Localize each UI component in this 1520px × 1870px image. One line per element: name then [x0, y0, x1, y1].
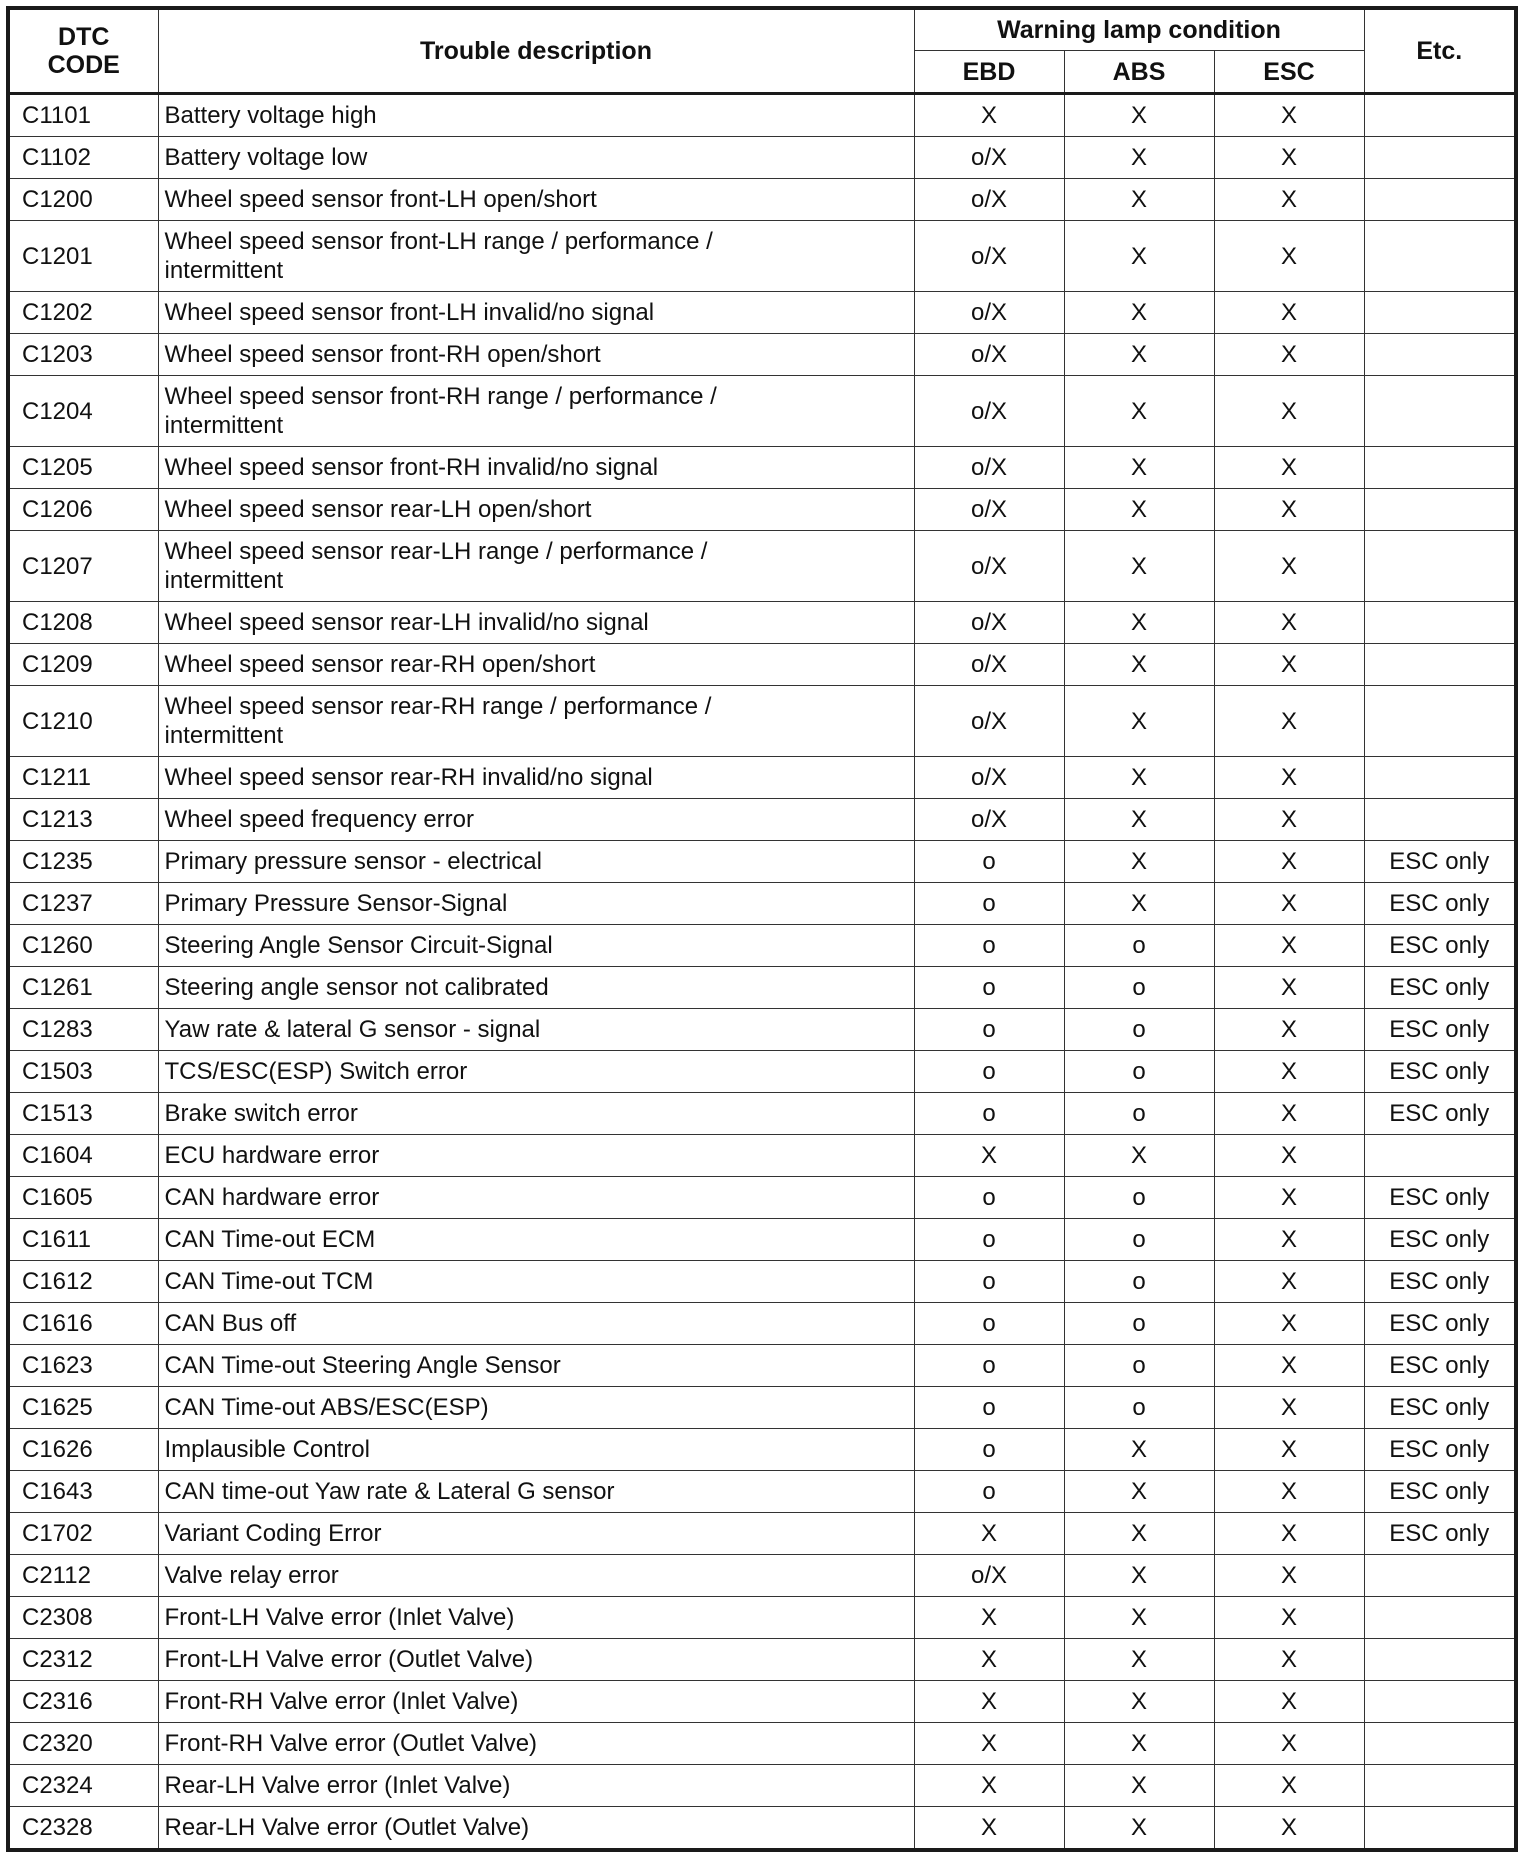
table-row [8, 1597, 1516, 1639]
ebd-lamp-cell: o/X [914, 644, 1064, 686]
dtc-table [6, 6, 1518, 1852]
dtc-code-cell: C1503 [8, 1051, 158, 1093]
trouble-description-cell: Rear-LH Valve error (Inlet Valve) [158, 1765, 914, 1807]
etc-cell: ESC only [1364, 883, 1516, 925]
abs-lamp-cell: X [1064, 376, 1214, 447]
abs-lamp-cell: X [1064, 94, 1214, 137]
abs-lamp-cell: X [1064, 1597, 1214, 1639]
etc-cell: ESC only [1364, 1471, 1516, 1513]
ebd-lamp-cell: o/X [914, 799, 1064, 841]
dtc-code-cell: C1203 [8, 334, 158, 376]
table-row [8, 1093, 1516, 1135]
abs-lamp-cell: X [1064, 489, 1214, 531]
esc-lamp-cell: X [1214, 1177, 1364, 1219]
abs-lamp-cell: o [1064, 1387, 1214, 1429]
ebd-lamp-cell: o [914, 1009, 1064, 1051]
trouble-description-cell: Wheel speed sensor front-RH invalid/no signal [158, 447, 914, 489]
ebd-lamp-cell: o [914, 841, 1064, 883]
abs-lamp-cell: X [1064, 1765, 1214, 1807]
etc-cell [1364, 1639, 1516, 1681]
dtc-code-cell: C1211 [8, 757, 158, 799]
header-ebd: EBD [914, 51, 1064, 94]
trouble-description-cell: Valve relay error [158, 1555, 914, 1597]
abs-lamp-cell: o [1064, 967, 1214, 1009]
ebd-lamp-cell: o [914, 1471, 1064, 1513]
esc-lamp-cell: X [1214, 841, 1364, 883]
abs-lamp-cell: o [1064, 1303, 1214, 1345]
abs-lamp-cell: X [1064, 1681, 1214, 1723]
etc-cell [1364, 531, 1516, 602]
esc-lamp-cell: X [1214, 1429, 1364, 1471]
trouble-description-cell: Wheel speed sensor rear-LH range / performance / intermittent [158, 531, 914, 602]
table-row [8, 1051, 1516, 1093]
table-row [8, 1555, 1516, 1597]
ebd-lamp-cell: o/X [914, 757, 1064, 799]
trouble-description-cell: CAN Bus off [158, 1303, 914, 1345]
table-row [8, 1219, 1516, 1261]
trouble-description-cell: Wheel speed sensor front-RH range / performance / intermittent [158, 376, 914, 447]
table-header [8, 8, 1516, 94]
etc-cell [1364, 1765, 1516, 1807]
header-dtc-code: DTC CODE [8, 8, 158, 94]
trouble-description-cell: CAN Time-out Steering Angle Sensor [158, 1345, 914, 1387]
esc-lamp-cell: X [1214, 531, 1364, 602]
trouble-description-cell: Front-RH Valve error (Inlet Valve) [158, 1681, 914, 1723]
dtc-code-cell: C2312 [8, 1639, 158, 1681]
ebd-lamp-cell: o/X [914, 1555, 1064, 1597]
trouble-description-cell: Front-RH Valve error (Outlet Valve) [158, 1723, 914, 1765]
abs-lamp-cell: X [1064, 1135, 1214, 1177]
abs-lamp-cell: o [1064, 1345, 1214, 1387]
etc-cell [1364, 179, 1516, 221]
etc-cell [1364, 94, 1516, 137]
dtc-code-cell: C1625 [8, 1387, 158, 1429]
ebd-lamp-cell: o/X [914, 292, 1064, 334]
abs-lamp-cell: X [1064, 1429, 1214, 1471]
esc-lamp-cell: X [1214, 1723, 1364, 1765]
trouble-description-cell: Wheel speed sensor front-LH open/short [158, 179, 914, 221]
abs-lamp-cell: X [1064, 799, 1214, 841]
etc-cell: ESC only [1364, 841, 1516, 883]
dtc-code-cell: C1260 [8, 925, 158, 967]
header-abs: ABS [1064, 51, 1214, 94]
trouble-description-cell: TCS/ESC(ESP) Switch error [158, 1051, 914, 1093]
dtc-code-cell: C1213 [8, 799, 158, 841]
etc-cell: ESC only [1364, 1345, 1516, 1387]
etc-cell: ESC only [1364, 1093, 1516, 1135]
dtc-code-cell: C1204 [8, 376, 158, 447]
dtc-code-cell: C1283 [8, 1009, 158, 1051]
etc-cell: ESC only [1364, 1303, 1516, 1345]
dtc-code-cell: C1612 [8, 1261, 158, 1303]
header-esc: ESC [1214, 51, 1364, 94]
dtc-code-cell: C1207 [8, 531, 158, 602]
ebd-lamp-cell: o [914, 1093, 1064, 1135]
ebd-lamp-cell: o [914, 925, 1064, 967]
etc-cell [1364, 1555, 1516, 1597]
etc-cell: ESC only [1364, 1261, 1516, 1303]
esc-lamp-cell: X [1214, 94, 1364, 137]
dtc-code-cell: C1611 [8, 1219, 158, 1261]
etc-cell [1364, 799, 1516, 841]
esc-lamp-cell: X [1214, 447, 1364, 489]
trouble-description-cell: Wheel speed sensor front-LH range / performance / intermittent [158, 221, 914, 292]
esc-lamp-cell: X [1214, 1597, 1364, 1639]
abs-lamp-cell: X [1064, 1639, 1214, 1681]
abs-lamp-cell: X [1064, 602, 1214, 644]
esc-lamp-cell: X [1214, 1387, 1364, 1429]
table-row [8, 799, 1516, 841]
trouble-description-cell: ECU hardware error [158, 1135, 914, 1177]
ebd-lamp-cell: o/X [914, 686, 1064, 757]
dtc-code-cell: C1102 [8, 137, 158, 179]
dtc-code-cell: C1209 [8, 644, 158, 686]
ebd-lamp-cell: o [914, 1177, 1064, 1219]
abs-lamp-cell: X [1064, 221, 1214, 292]
etc-cell [1364, 489, 1516, 531]
etc-cell [1364, 447, 1516, 489]
esc-lamp-cell: X [1214, 1093, 1364, 1135]
table-row [8, 1681, 1516, 1723]
etc-cell: ESC only [1364, 925, 1516, 967]
table-row [8, 1765, 1516, 1807]
table-row [8, 1639, 1516, 1681]
table-row [8, 1009, 1516, 1051]
esc-lamp-cell: X [1214, 1219, 1364, 1261]
abs-lamp-cell: X [1064, 644, 1214, 686]
etc-cell [1364, 292, 1516, 334]
abs-lamp-cell: o [1064, 1093, 1214, 1135]
dtc-code-cell: C1643 [8, 1471, 158, 1513]
abs-lamp-cell: X [1064, 841, 1214, 883]
dtc-code-cell: C2316 [8, 1681, 158, 1723]
dtc-code-cell: C2328 [8, 1807, 158, 1851]
dtc-code-cell: C2308 [8, 1597, 158, 1639]
ebd-lamp-cell: X [914, 1513, 1064, 1555]
esc-lamp-cell: X [1214, 221, 1364, 292]
esc-lamp-cell: X [1214, 489, 1364, 531]
ebd-lamp-cell: o/X [914, 376, 1064, 447]
esc-lamp-cell: X [1214, 292, 1364, 334]
trouble-description-cell: Variant Coding Error [158, 1513, 914, 1555]
etc-cell [1364, 137, 1516, 179]
table-row [8, 1429, 1516, 1471]
dtc-code-cell: C2324 [8, 1765, 158, 1807]
esc-lamp-cell: X [1214, 1471, 1364, 1513]
etc-cell [1364, 644, 1516, 686]
table-row [8, 489, 1516, 531]
abs-lamp-cell: o [1064, 1051, 1214, 1093]
abs-lamp-cell: X [1064, 1723, 1214, 1765]
table-row [8, 757, 1516, 799]
trouble-description-cell: Wheel speed sensor rear-LH open/short [158, 489, 914, 531]
abs-lamp-cell: o [1064, 1219, 1214, 1261]
trouble-description-cell: Wheel speed sensor rear-LH invalid/no signal [158, 602, 914, 644]
ebd-lamp-cell: o [914, 1345, 1064, 1387]
dtc-code-cell: C1101 [8, 94, 158, 137]
esc-lamp-cell: X [1214, 334, 1364, 376]
ebd-lamp-cell: o/X [914, 447, 1064, 489]
ebd-lamp-cell: o [914, 883, 1064, 925]
trouble-description-cell: Wheel speed sensor front-LH invalid/no signal [158, 292, 914, 334]
esc-lamp-cell: X [1214, 1261, 1364, 1303]
dtc-code-cell: C1206 [8, 489, 158, 531]
dtc-code-cell: C1623 [8, 1345, 158, 1387]
esc-lamp-cell: X [1214, 883, 1364, 925]
dtc-code-cell: C1513 [8, 1093, 158, 1135]
trouble-description-cell: CAN Time-out ECM [158, 1219, 914, 1261]
abs-lamp-cell: o [1064, 1177, 1214, 1219]
trouble-description-cell: Wheel speed sensor rear-RH invalid/no signal [158, 757, 914, 799]
abs-lamp-cell: X [1064, 883, 1214, 925]
abs-lamp-cell: X [1064, 179, 1214, 221]
trouble-description-cell: Steering Angle Sensor Circuit-Signal [158, 925, 914, 967]
dtc-code-cell: C2112 [8, 1555, 158, 1597]
trouble-description-cell: Front-LH Valve error (Inlet Valve) [158, 1597, 914, 1639]
table-row [8, 447, 1516, 489]
esc-lamp-cell: X [1214, 137, 1364, 179]
esc-lamp-cell: X [1214, 1639, 1364, 1681]
ebd-lamp-cell: X [914, 1681, 1064, 1723]
table-row [8, 376, 1516, 447]
table-row [8, 137, 1516, 179]
etc-cell [1364, 686, 1516, 757]
header-etc: Etc. [1364, 8, 1516, 94]
trouble-description-cell: Front-LH Valve error (Outlet Valve) [158, 1639, 914, 1681]
ebd-lamp-cell: X [914, 94, 1064, 137]
table-row [8, 602, 1516, 644]
esc-lamp-cell: X [1214, 1681, 1364, 1723]
ebd-lamp-cell: X [914, 1135, 1064, 1177]
etc-cell: ESC only [1364, 1513, 1516, 1555]
esc-lamp-cell: X [1214, 644, 1364, 686]
table-row [8, 686, 1516, 757]
abs-lamp-cell: X [1064, 686, 1214, 757]
dtc-code-cell: C1210 [8, 686, 158, 757]
dtc-code-cell: C1626 [8, 1429, 158, 1471]
abs-lamp-cell: X [1064, 1555, 1214, 1597]
table-row [8, 1177, 1516, 1219]
abs-lamp-cell: o [1064, 1261, 1214, 1303]
ebd-lamp-cell: o/X [914, 179, 1064, 221]
trouble-description-cell: Implausible Control [158, 1429, 914, 1471]
dtc-code-cell: C2320 [8, 1723, 158, 1765]
ebd-lamp-cell: o [914, 1051, 1064, 1093]
dtc-code-cell: C1202 [8, 292, 158, 334]
trouble-description-cell: CAN Time-out TCM [158, 1261, 914, 1303]
esc-lamp-cell: X [1214, 799, 1364, 841]
dtc-code-cell: C1200 [8, 179, 158, 221]
esc-lamp-cell: X [1214, 686, 1364, 757]
dtc-code-cell: C1208 [8, 602, 158, 644]
esc-lamp-cell: X [1214, 1135, 1364, 1177]
esc-lamp-cell: X [1214, 1051, 1364, 1093]
header-warning-lamp-condition: Warning lamp condition [914, 8, 1364, 51]
table-row [8, 1807, 1516, 1851]
esc-lamp-cell: X [1214, 376, 1364, 447]
abs-lamp-cell: X [1064, 1513, 1214, 1555]
etc-cell: ESC only [1364, 967, 1516, 1009]
esc-lamp-cell: X [1214, 925, 1364, 967]
dtc-table-container [6, 6, 1514, 1852]
esc-lamp-cell: X [1214, 1765, 1364, 1807]
etc-cell [1364, 757, 1516, 799]
abs-lamp-cell: X [1064, 757, 1214, 799]
trouble-description-cell: Wheel speed sensor rear-RH range / performance / intermittent [158, 686, 914, 757]
trouble-description-cell: Primary Pressure Sensor-Signal [158, 883, 914, 925]
ebd-lamp-cell: o/X [914, 221, 1064, 292]
trouble-description-cell: CAN time-out Yaw rate & Lateral G sensor [158, 1471, 914, 1513]
trouble-description-cell: Wheel speed sensor front-RH open/short [158, 334, 914, 376]
table-row [8, 334, 1516, 376]
ebd-lamp-cell: X [914, 1639, 1064, 1681]
ebd-lamp-cell: X [914, 1807, 1064, 1851]
ebd-lamp-cell: o [914, 1429, 1064, 1471]
ebd-lamp-cell: o [914, 1219, 1064, 1261]
etc-cell: ESC only [1364, 1177, 1516, 1219]
trouble-description-cell: Battery voltage high [158, 94, 914, 137]
ebd-lamp-cell: o [914, 1387, 1064, 1429]
dtc-code-cell: C1237 [8, 883, 158, 925]
esc-lamp-cell: X [1214, 1009, 1364, 1051]
table-row [8, 1471, 1516, 1513]
trouble-description-cell: Primary pressure sensor - electrical [158, 841, 914, 883]
etc-cell [1364, 1597, 1516, 1639]
ebd-lamp-cell: X [914, 1723, 1064, 1765]
table-row [8, 1387, 1516, 1429]
dtc-code-cell: C1261 [8, 967, 158, 1009]
dtc-code-cell: C1616 [8, 1303, 158, 1345]
table-row [8, 883, 1516, 925]
etc-cell: ESC only [1364, 1219, 1516, 1261]
table-body [8, 94, 1516, 1851]
ebd-lamp-cell: o/X [914, 489, 1064, 531]
esc-lamp-cell: X [1214, 967, 1364, 1009]
table-row [8, 1261, 1516, 1303]
ebd-lamp-cell: o/X [914, 137, 1064, 179]
table-row [8, 221, 1516, 292]
abs-lamp-cell: X [1064, 292, 1214, 334]
esc-lamp-cell: X [1214, 757, 1364, 799]
esc-lamp-cell: X [1214, 1807, 1364, 1851]
dtc-code-cell: C1604 [8, 1135, 158, 1177]
abs-lamp-cell: X [1064, 334, 1214, 376]
esc-lamp-cell: X [1214, 1345, 1364, 1387]
etc-cell [1364, 1723, 1516, 1765]
dtc-code-cell: C1205 [8, 447, 158, 489]
trouble-description-cell: Yaw rate & lateral G sensor - signal [158, 1009, 914, 1051]
table-row [8, 967, 1516, 1009]
table-row [8, 179, 1516, 221]
etc-cell [1364, 334, 1516, 376]
etc-cell: ESC only [1364, 1429, 1516, 1471]
abs-lamp-cell: o [1064, 1009, 1214, 1051]
trouble-description-cell: Steering angle sensor not calibrated [158, 967, 914, 1009]
trouble-description-cell: Rear-LH Valve error (Outlet Valve) [158, 1807, 914, 1851]
abs-lamp-cell: X [1064, 447, 1214, 489]
table-row [8, 94, 1516, 137]
trouble-description-cell: CAN hardware error [158, 1177, 914, 1219]
abs-lamp-cell: X [1064, 1807, 1214, 1851]
dtc-code-cell: C1235 [8, 841, 158, 883]
esc-lamp-cell: X [1214, 1513, 1364, 1555]
trouble-description-cell: Wheel speed frequency error [158, 799, 914, 841]
ebd-lamp-cell: o [914, 1303, 1064, 1345]
etc-cell [1364, 1807, 1516, 1851]
etc-cell: ESC only [1364, 1009, 1516, 1051]
esc-lamp-cell: X [1214, 1555, 1364, 1597]
table-row [8, 1303, 1516, 1345]
trouble-description-cell: Brake switch error [158, 1093, 914, 1135]
table-row [8, 1723, 1516, 1765]
dtc-code-cell: C1702 [8, 1513, 158, 1555]
table-row [8, 1345, 1516, 1387]
table-row [8, 1135, 1516, 1177]
trouble-description-cell: Battery voltage low [158, 137, 914, 179]
etc-cell [1364, 1135, 1516, 1177]
abs-lamp-cell: X [1064, 531, 1214, 602]
etc-cell [1364, 221, 1516, 292]
abs-lamp-cell: X [1064, 1471, 1214, 1513]
table-row [8, 531, 1516, 602]
trouble-description-cell: CAN Time-out ABS/ESC(ESP) [158, 1387, 914, 1429]
table-row [8, 841, 1516, 883]
ebd-lamp-cell: X [914, 1597, 1064, 1639]
abs-lamp-cell: o [1064, 925, 1214, 967]
dtc-code-cell: C1605 [8, 1177, 158, 1219]
table-row [8, 292, 1516, 334]
etc-cell [1364, 602, 1516, 644]
header-trouble-description: Trouble description [158, 8, 914, 94]
etc-cell: ESC only [1364, 1387, 1516, 1429]
etc-cell [1364, 1681, 1516, 1723]
ebd-lamp-cell: o [914, 967, 1064, 1009]
dtc-code-cell: C1201 [8, 221, 158, 292]
esc-lamp-cell: X [1214, 602, 1364, 644]
table-row [8, 644, 1516, 686]
esc-lamp-cell: X [1214, 179, 1364, 221]
ebd-lamp-cell: o/X [914, 602, 1064, 644]
etc-cell [1364, 376, 1516, 447]
etc-cell: ESC only [1364, 1051, 1516, 1093]
ebd-lamp-cell: o/X [914, 531, 1064, 602]
ebd-lamp-cell: o/X [914, 334, 1064, 376]
ebd-lamp-cell: X [914, 1765, 1064, 1807]
ebd-lamp-cell: o [914, 1261, 1064, 1303]
esc-lamp-cell: X [1214, 1303, 1364, 1345]
table-row [8, 1513, 1516, 1555]
abs-lamp-cell: X [1064, 137, 1214, 179]
table-row [8, 925, 1516, 967]
trouble-description-cell: Wheel speed sensor rear-RH open/short [158, 644, 914, 686]
